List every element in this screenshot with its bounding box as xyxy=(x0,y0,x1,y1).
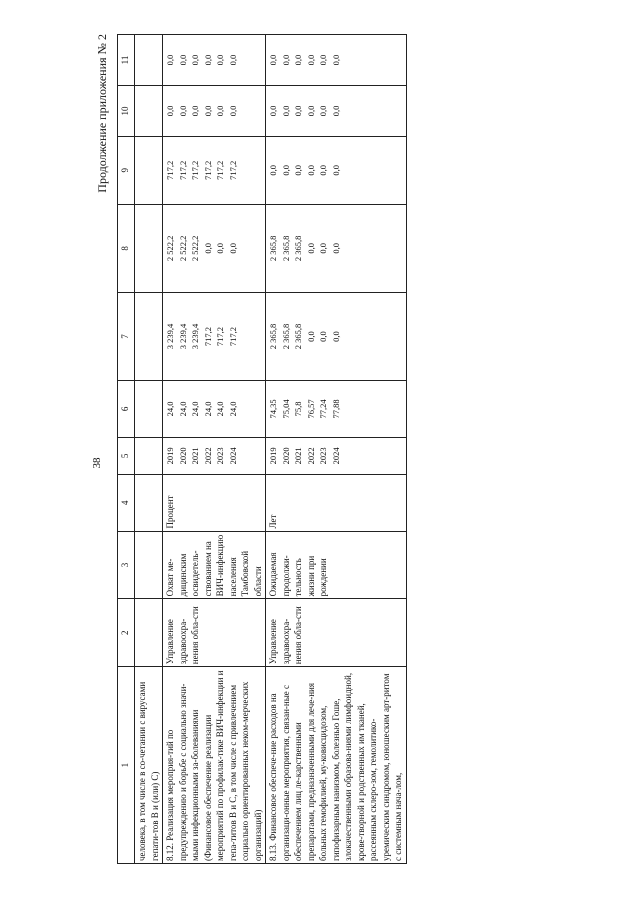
cell-value: 0,0 xyxy=(293,164,303,176)
rotated-sheet xyxy=(91,34,597,864)
column-number-row xyxy=(118,35,135,864)
column-header: 8 xyxy=(118,204,135,292)
cell-value: 2020 xyxy=(177,447,188,465)
cell-value: 0,0 xyxy=(280,54,291,66)
cell-value: 717,2 xyxy=(215,160,225,180)
cell-value: 0,0 xyxy=(165,105,175,117)
cell-value: 0,0 xyxy=(280,105,291,117)
cell-value: 0,0 xyxy=(215,243,225,254)
cell-value: 717,2 xyxy=(227,160,238,180)
cell-value: 0,0 xyxy=(202,243,213,254)
cell-value: 717,2 xyxy=(190,160,200,180)
cell-c10 xyxy=(135,85,163,136)
cell-value: 2 522,2 xyxy=(190,235,200,262)
cell-col2 xyxy=(135,599,163,667)
cell-value: 75,8 xyxy=(293,401,303,417)
cell-value: 24,0 xyxy=(165,401,175,417)
cell-value: 2021 xyxy=(190,447,200,465)
cell-value: 2 522,2 xyxy=(165,235,175,262)
cell-value: 3 239,4 xyxy=(177,323,188,350)
cell-value: 0,0 xyxy=(318,164,328,176)
cell-value: 0,0 xyxy=(177,105,188,117)
cell-value: 717,2 xyxy=(215,326,225,347)
continuation-caption: Продолжение приложения № 2 xyxy=(95,34,109,193)
cell-value: 0,0 xyxy=(293,105,303,117)
cell-value: 0,0 xyxy=(330,54,341,66)
cell-value: 76,57 xyxy=(305,399,316,419)
cell-value: 3 239,4 xyxy=(165,323,175,350)
cell-value: 0,0 xyxy=(268,54,278,66)
cell-value: 0,0 xyxy=(318,54,328,66)
cell-value: 2024 xyxy=(330,447,341,465)
cell-value: 24,0 xyxy=(202,401,213,417)
cell-c10 xyxy=(266,85,407,136)
cell-value: 2023 xyxy=(215,447,225,465)
cell-c6 xyxy=(135,381,163,438)
column-header: 4 xyxy=(118,474,135,531)
column-header: 3 xyxy=(118,531,135,599)
cell-value: 24,0 xyxy=(215,401,225,417)
cell-c9 xyxy=(163,136,266,204)
cell-value: 0,0 xyxy=(268,164,278,176)
cell-value: 2023 xyxy=(318,447,328,465)
cell-value: 0,0 xyxy=(293,54,303,66)
cell-value: 0,0 xyxy=(215,54,225,66)
cell-c11 xyxy=(163,35,266,86)
cell-value: 3 239,4 xyxy=(190,323,200,350)
cell-value: 0,0 xyxy=(305,331,316,342)
cell-value: 2020 xyxy=(280,447,291,465)
program-table xyxy=(117,34,407,864)
cell-value: 2 522,2 xyxy=(177,235,188,262)
cell-value: 24,0 xyxy=(177,401,188,417)
cell-value: 0,0 xyxy=(318,105,328,117)
cell-col4: Процент xyxy=(163,474,266,531)
cell-value: 0,0 xyxy=(305,243,316,254)
cell-c8 xyxy=(163,204,266,292)
cell-value: 0,0 xyxy=(318,243,328,254)
cell-c11 xyxy=(135,35,163,86)
cell-value: 717,2 xyxy=(165,160,175,180)
cell-value: 0,0 xyxy=(227,54,238,66)
cell-value: 24,0 xyxy=(227,401,238,417)
column-header: 6 xyxy=(118,381,135,438)
cell-value: 0,0 xyxy=(330,243,341,254)
cell-col4 xyxy=(135,474,163,531)
cell-value: 2 365,8 xyxy=(268,323,278,350)
cell-c6 xyxy=(163,381,266,438)
cell-value: 0,0 xyxy=(190,54,200,66)
column-header: 7 xyxy=(118,292,135,380)
cell-value: 0,0 xyxy=(330,331,341,342)
cell-value: 0,0 xyxy=(227,105,238,117)
cell-value: 2022 xyxy=(305,447,316,465)
cell-value: 2 365,8 xyxy=(293,235,303,262)
cell-value: 75,04 xyxy=(280,399,291,419)
cell-col3: Охват ме-дицинским освидетель-ствованием на ВИЧ-инфекцию населения Тамбовской области xyxy=(163,531,266,599)
cell-col1: 8.12. Реализация мероприя-тий по предупреждению и борьбе с социально значи-мыми инфекционными за-болеваниями (Финансовое обеспечение реализации мероприятий по профилак-тике ВИЧ-инфекции и гепа-титов В и С, в том числе с привлечением социально ориентированных неком-мерческих организаций) xyxy=(163,667,266,864)
column-header: 9 xyxy=(118,136,135,204)
cell-value: 717,2 xyxy=(177,160,188,180)
cell-c7 xyxy=(266,292,407,380)
cell-years xyxy=(163,437,266,474)
cell-years xyxy=(135,437,163,474)
cell-col2: Управление здравоохра-нения обла-сти xyxy=(266,599,407,667)
column-header: 1 xyxy=(118,667,135,864)
table-row xyxy=(163,35,266,864)
cell-c7 xyxy=(163,292,266,380)
cell-value: 0,0 xyxy=(330,105,341,117)
table-row xyxy=(135,35,163,864)
column-header: 11 xyxy=(118,35,135,86)
cell-value: 77,24 xyxy=(318,399,328,419)
cell-value: 24,0 xyxy=(190,401,200,417)
cell-value: 2019 xyxy=(268,447,278,465)
cell-value: 2021 xyxy=(293,447,303,465)
cell-c8 xyxy=(266,204,407,292)
cell-col2: Управление здравоохра-нения обла-сти xyxy=(163,599,266,667)
cell-years xyxy=(266,437,407,474)
cell-c6 xyxy=(266,381,407,438)
cell-value: 717,2 xyxy=(202,160,213,180)
cell-value: 0,0 xyxy=(305,54,316,66)
cell-c8 xyxy=(135,204,163,292)
table-row xyxy=(266,35,407,864)
column-header: 2 xyxy=(118,599,135,667)
cell-value: 0,0 xyxy=(305,105,316,117)
cell-value: 0,0 xyxy=(227,243,238,254)
cell-value: 2 365,8 xyxy=(280,323,291,350)
cell-col3 xyxy=(135,531,163,599)
cell-value: 2024 xyxy=(227,447,238,465)
cell-value: 2019 xyxy=(165,447,175,465)
cell-col1: 8.13. Финансовое обеспече-ние расходов на организаци-онные мероприятия, связан-ные с обеспечением лиц ле-карственными препаратами, предназначенными для лече-ния больных гемофилией, му-ковисцидозом, гипофизарным нанизмом, болезнью Гоше, злокачественными образова-ниями лимфоидной, крове-творной и родственных им тканей, рассеянным склеро-зом, гемолитико-уремическим синдромом, юношеским арт-ритом с системным нача-лом, xyxy=(266,667,407,864)
cell-value: 0,0 xyxy=(305,164,316,176)
cell-c7 xyxy=(135,292,163,380)
cell-col3: Ожидаемая продолжи-тельность жизни при рождении xyxy=(266,531,407,599)
column-header: 5 xyxy=(118,437,135,474)
column-header: 10 xyxy=(118,85,135,136)
cell-value: 2 365,8 xyxy=(293,323,303,350)
cell-value: 0,0 xyxy=(330,164,341,176)
cell-col4: Лет xyxy=(266,474,407,531)
cell-col1: человека, в том числе в со-четании с вирусами гепати-тов В и (или) С) xyxy=(135,667,163,864)
cell-value: 74,35 xyxy=(268,399,278,419)
cell-value: 717,2 xyxy=(202,326,213,347)
cell-value: 0,0 xyxy=(215,105,225,117)
cell-value: 0,0 xyxy=(318,331,328,342)
cell-c9 xyxy=(135,136,163,204)
cell-value: 0,0 xyxy=(165,54,175,66)
cell-c9 xyxy=(266,136,407,204)
cell-c10 xyxy=(163,85,266,136)
cell-value: 2022 xyxy=(202,447,213,465)
page-number: 38 xyxy=(91,457,103,469)
cell-value: 717,2 xyxy=(227,326,238,347)
cell-value: 0,0 xyxy=(177,54,188,66)
cell-value: 2 365,8 xyxy=(280,235,291,262)
cell-value: 2 365,8 xyxy=(268,235,278,262)
cell-value: 0,0 xyxy=(202,105,213,117)
cell-value: 0,0 xyxy=(202,54,213,66)
cell-value: 0,0 xyxy=(268,105,278,117)
cell-value: 0,0 xyxy=(280,164,291,176)
cell-value: 77,88 xyxy=(330,399,341,419)
cell-c11 xyxy=(266,35,407,86)
cell-value: 0,0 xyxy=(190,105,200,117)
